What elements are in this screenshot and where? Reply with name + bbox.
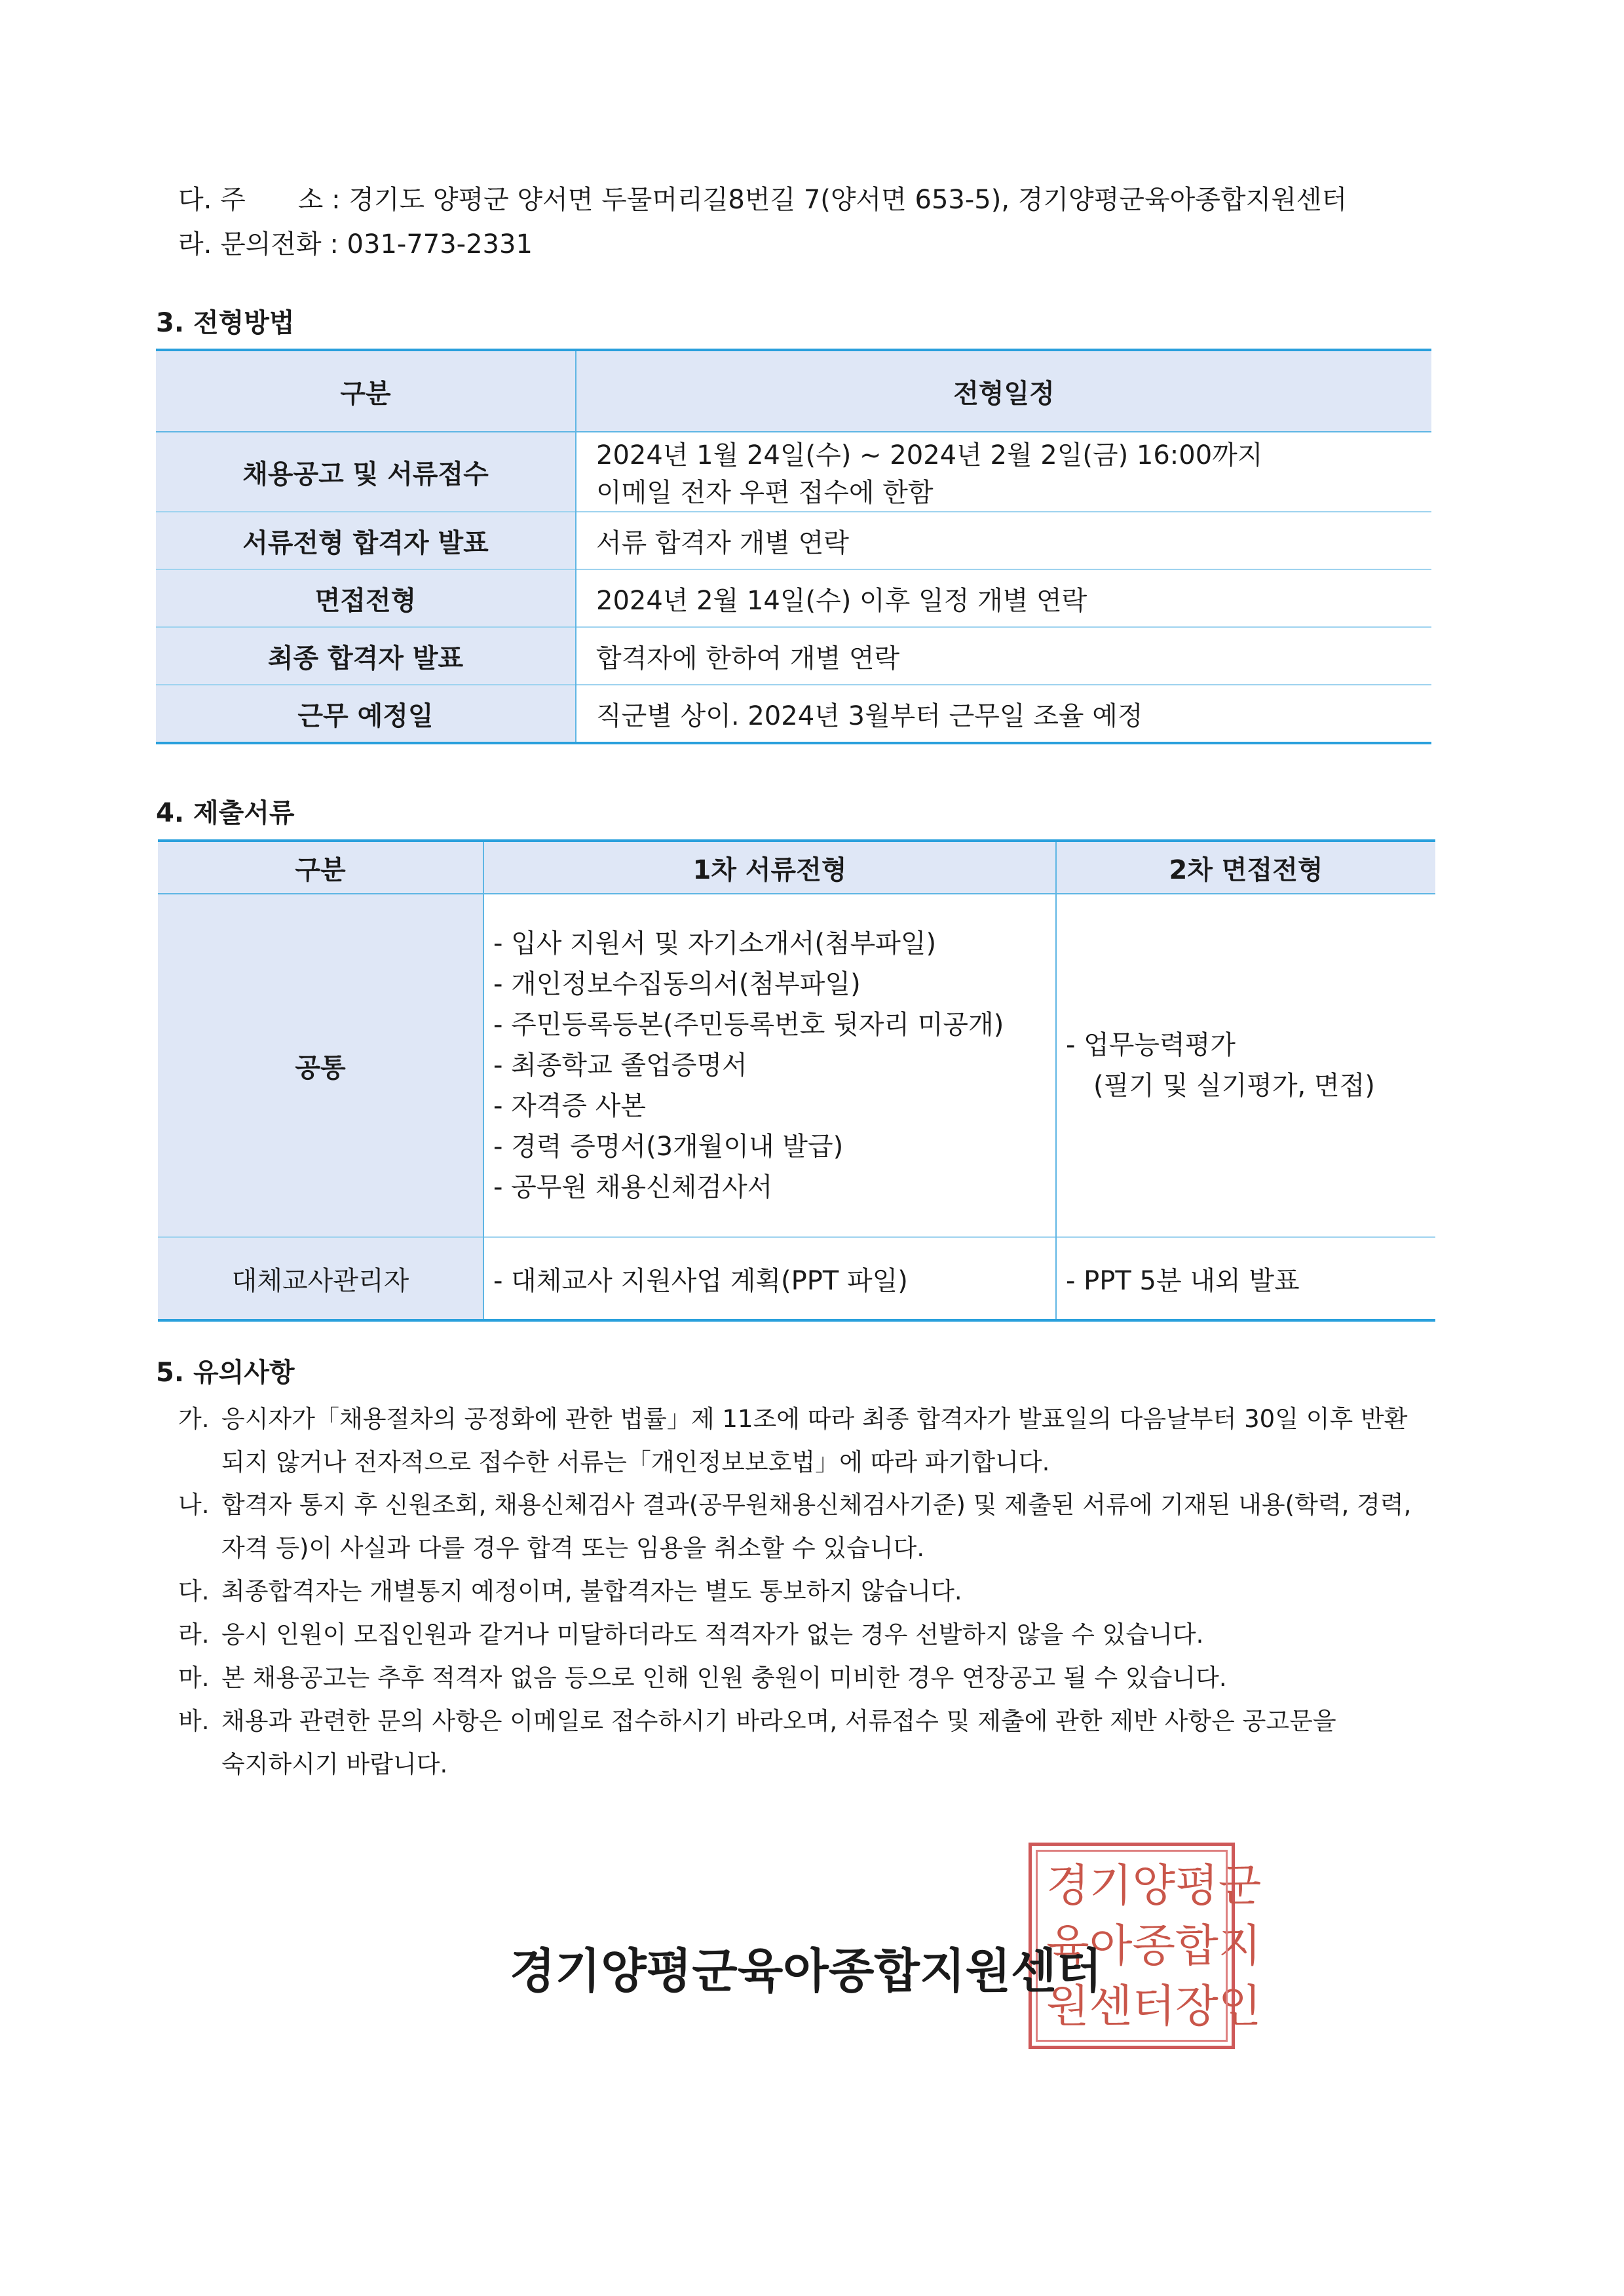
row-label: 대체교사관리자 [158, 1237, 483, 1320]
row-value: 직군별 상이. 2024년 3월부터 근무일 조율 예정 [576, 685, 1431, 743]
notice-item [178, 1570, 1443, 1613]
notice-item [178, 1656, 1443, 1700]
row-label: 서류전형 합격자 발표 [156, 512, 576, 569]
phone-value: 031-773-2331 [347, 229, 533, 259]
table-row [156, 432, 1431, 512]
substitute-interview: - PPT 5분 내외 발표 [1056, 1237, 1435, 1320]
phone-label: 라. 문의전화 : [178, 229, 339, 259]
doc-item: - 개인정보수집동의서(첨부파일) [493, 969, 861, 999]
doc-item: - 최종학교 졸업증명서 [493, 1050, 747, 1081]
selection-schedule-table [156, 349, 1431, 744]
row-label: 채용공고 및 서류접수 [156, 432, 576, 512]
row-label: 근무 예정일 [156, 685, 576, 743]
table-header-row [156, 350, 1431, 432]
notice-item [178, 1398, 1443, 1484]
seal-line: 경기양평군 [1046, 1860, 1262, 1912]
row-label: 면접전형 [156, 569, 576, 627]
row-value [576, 432, 1431, 512]
substitute-docs: - 대체교사 지원사업 계획(PPT 파일) [483, 1237, 1056, 1320]
center-name: 경기양평군육아종합지원센터 [510, 1943, 1103, 1999]
row-label: 최종 합격자 발표 [156, 627, 576, 685]
notice-line: 합격자 통지 후 신원조회, 채용신체검사 결과(공무원채용신체검사기준) 및 제출된 서류에 기재된 내용(학력, 경력, [221, 1491, 1412, 1519]
section3-title: 3. 전형방법 [156, 308, 295, 338]
notice-marker: 가. [178, 1405, 210, 1433]
notice-item [178, 1700, 1443, 1786]
row-value: 서류 합격자 개별 연락 [576, 512, 1431, 569]
table-header-row [158, 841, 1435, 894]
row-label: 공통 [158, 894, 483, 1237]
header-schedule: 전형일정 [576, 350, 1431, 432]
table-row [156, 685, 1431, 743]
interview-item: - 업무능력평가 [1066, 1030, 1236, 1060]
row-value: 합격자에 한하여 개별 연락 [576, 627, 1431, 685]
notice-line: 채용과 관련한 문의 사항은 이메일로 접수하시기 바라오며, 서류접수 및 제출에 관한 제반 사항은 공고문을 [221, 1707, 1336, 1735]
address-label: 다. 주 소 : [178, 185, 341, 215]
header-category: 구분 [156, 350, 576, 432]
common-interview [1056, 894, 1435, 1237]
required-documents-table [158, 839, 1435, 1322]
table-row [156, 627, 1431, 685]
doc-item: - 공무원 채용신체검사서 [493, 1172, 773, 1202]
notice-line: 본 채용공고는 추후 적격자 없음 등으로 인해 인원 충원이 미비한 경우 연장공고 될 수 있습니다. [221, 1664, 1227, 1692]
header-first-stage: 1차 서류전형 [483, 841, 1056, 894]
doc-item: - 입사 지원서 및 자기소개서(첨부파일) [493, 928, 937, 959]
notice-marker: 바. [178, 1707, 210, 1735]
phone-line [178, 229, 533, 260]
row-value-line: 2024년 1월 24일(수) ~ 2024년 2월 2일(금) 16:00까지 [596, 440, 1263, 470]
section4-title: 4. 제출서류 [156, 798, 295, 828]
seal-line: 원센터장인 [1046, 1981, 1262, 2033]
notice-item [178, 1613, 1443, 1656]
doc-item: - 경력 증명서(3개월이내 발급) [493, 1132, 844, 1162]
doc-item: - 자격증 사본 [493, 1091, 647, 1121]
row-value: 2024년 2월 14일(수) 이후 일정 개별 연락 [576, 569, 1431, 627]
notice-line: 응시자가「채용절차의 공정화에 관한 법률」제 11조에 따라 최종 합격자가 발표일의 다음날부터 30일 이후 반환 [221, 1405, 1408, 1433]
row-value-line: 이메일 전자 우편 접수에 한함 [596, 478, 934, 508]
doc-item: - 주민등록등본(주민등록번호 뒷자리 미공개) [493, 1010, 1004, 1040]
table-row [158, 1237, 1435, 1320]
table-row [156, 569, 1431, 627]
notice-marker: 라. [178, 1620, 210, 1649]
address-value: 경기도 양평군 양서면 두물머리길8번길 7(양서면 653-5), 경기양평군육아종합지원센터 [349, 185, 1348, 215]
table-row [158, 894, 1435, 1237]
table-row [156, 512, 1431, 569]
notice-line: 숙지하시기 바랍니다. [221, 1750, 448, 1778]
address-line [178, 184, 1347, 216]
header-category: 구분 [158, 841, 483, 894]
interview-item: (필기 및 실기평가, 면접) [1093, 1071, 1375, 1101]
notice-marker: 다. [178, 1577, 210, 1605]
notice-line: 되지 않거나 전자적으로 접수한 서류는「개인정보보호법」에 따라 파기합니다. [221, 1448, 1050, 1476]
notice-line: 응시 인원이 모집인원과 같거나 미달하더라도 적격자가 없는 경우 선발하지 않을 수 있습니다. [221, 1620, 1204, 1649]
section5-title: 5. 유의사항 [156, 1358, 295, 1388]
notice-line: 최종합격자는 개별통지 예정이며, 불합격자는 별도 통보하지 않습니다. [221, 1577, 962, 1605]
header-second-stage: 2차 면접전형 [1056, 841, 1435, 894]
seal-line: 육아종합지 [1046, 1921, 1262, 1972]
notice-marker: 나. [178, 1491, 210, 1519]
common-docs [483, 894, 1056, 1237]
notice-line: 자격 등)이 사실과 다를 경우 합격 또는 임용을 취소할 수 있습니다. [221, 1534, 925, 1562]
notice-marker: 마. [178, 1664, 210, 1692]
notice-item [178, 1483, 1443, 1570]
